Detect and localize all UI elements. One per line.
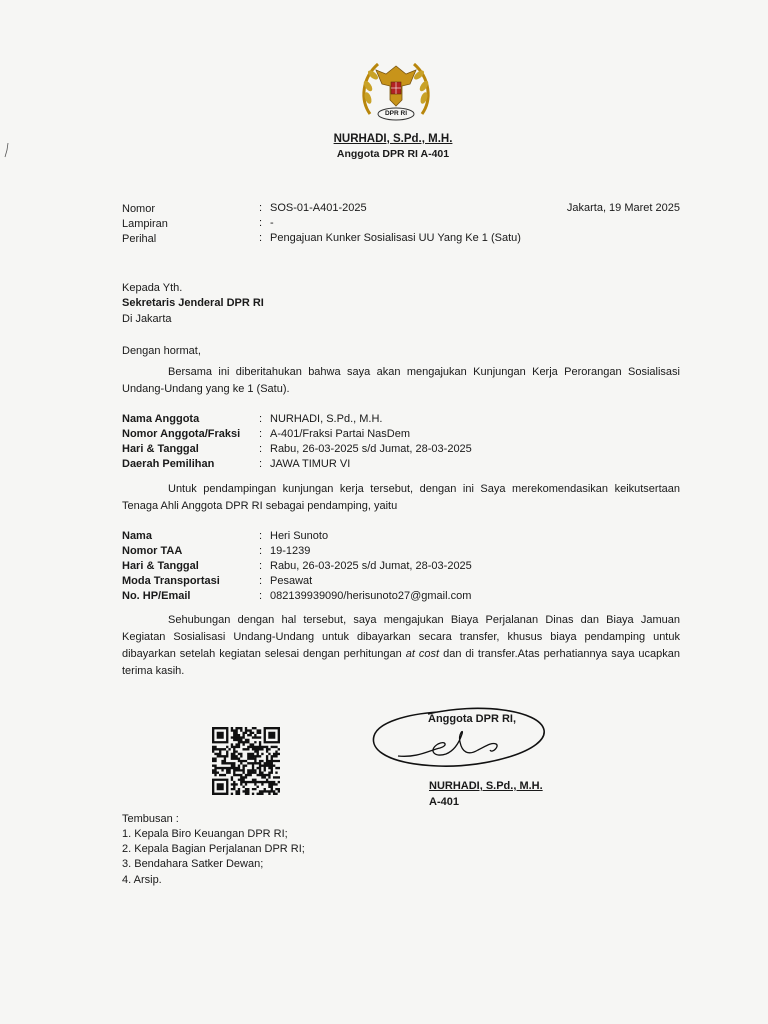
assistant-transport-label: Moda Transportasi [122, 575, 220, 587]
paragraph-1-text: Bersama ini diberitahukan bahwa saya akan mengajukan Kunjungan Kerja Perorangan Sosialisasi Undang-Undang yang ke 1 (Satu). [122, 366, 680, 395]
member-region-value: JAWA TIMUR VI [270, 458, 351, 470]
member-date-colon: : [259, 443, 263, 455]
assistant-contact-label: No. HP/Email [122, 590, 191, 602]
paragraph-1 [122, 364, 680, 398]
nomor-colon: : [259, 202, 263, 214]
assistant-date-colon: : [259, 560, 263, 572]
nomor-value: SOS-01-A401-2025 [270, 202, 367, 214]
assistant-taa-value: 19-1239 [270, 545, 311, 557]
member-region-colon: : [259, 458, 263, 470]
member-date-value: Rabu, 26-03-2025 s/d Jumat, 28-03-2025 [270, 443, 472, 455]
assistant-transport-value: Pesawat [270, 575, 313, 587]
assistant-contact-colon: : [259, 590, 263, 602]
signature-title: Anggota DPR RI, [428, 713, 516, 725]
member-name-label: Nama Anggota [122, 413, 200, 425]
nomor-label: Nomor [122, 203, 156, 215]
assistant-contact-value: 082139939090/herisunoto27@gmail.com [270, 590, 472, 602]
assistant-taa-label: Nomor TAA [122, 545, 183, 557]
member-name-value: NURHADI, S.Pd., M.H. [270, 413, 383, 425]
cc-title: Tembusan : [122, 813, 179, 825]
member-name-colon: : [259, 413, 263, 425]
assistant-name-colon: : [259, 530, 263, 542]
perihal-label: Perihal [122, 233, 157, 245]
paragraph-3 [122, 612, 680, 680]
assistant-name-label: Nama [122, 530, 152, 542]
cc-item: 2. Kepala Bagian Perjalanan DPR RI; [122, 843, 305, 855]
assistant-transport-colon: : [259, 575, 263, 587]
perihal-colon: : [259, 232, 263, 244]
paragraph-3-italic: at cost [405, 648, 440, 660]
assistant-taa-colon: : [259, 545, 263, 557]
assistant-name-value: Heri Sunoto [270, 530, 329, 542]
recipient-line1: Kepada Yth. [122, 282, 183, 294]
cc-item: 1. Kepala Biro Keuangan DPR RI; [122, 828, 288, 840]
place-date: Jakarta, 19 Maret 2025 [566, 202, 680, 214]
paragraph-3-text-a: Sehubungan dengan hal tersebut, saya mengajukan Biaya Perjalanan Dinas dan Biaya Jamuan Kegiatan Sosialisasi Undang-Undang untuk dibayarkan secara transfer, khusus biaya pendamping untuk dibayarkan setelah kegiatan selesai dengan perhitungan [122, 614, 680, 660]
perihal-value: Pengajuan Kunker Sosialisasi UU Yang Ke 1 (Satu) [270, 232, 521, 244]
member-date-label: Hari & Tanggal [122, 443, 199, 455]
lampiran-colon: : [259, 217, 263, 229]
lampiran-value: - [270, 217, 274, 229]
recipient-line2: Sekretaris Jenderal DPR RI [122, 297, 264, 309]
cc-item: 3. Bendahara Satker Dewan; [122, 858, 264, 870]
assistant-date-value: Rabu, 26-03-2025 s/d Jumat, 28-03-2025 [270, 560, 472, 572]
greeting: Dengan hormat, [122, 345, 201, 357]
assistant-date-label: Hari & Tanggal [122, 560, 199, 572]
qr-code [212, 727, 280, 795]
paragraph-2 [122, 481, 680, 515]
signature-name: NURHADI, S.Pd., M.H. [429, 780, 543, 792]
member-number-colon: : [259, 428, 263, 440]
lampiran-label: Lampiran [122, 218, 168, 230]
paragraph-3-text-b: dan di transfer.Atas perhatiannya saya ucapkan terima kasih. [122, 648, 681, 677]
member-region-label: Daerah Pemilihan [122, 458, 215, 470]
paragraph-2-text: Untuk pendampingan kunjungan kerja tersebut, dengan ini Saya merekomendasikan keikutsertaan Tenaga Ahli Anggota DPR RI sebagai pendamping, yaitu [122, 483, 680, 512]
letterhead-position: Anggota DPR RI A-401 [336, 148, 450, 160]
emblem-text: DPR RI [384, 110, 408, 117]
cc-item: 4. Arsip. [122, 874, 162, 886]
letterhead-name: NURHADI, S.Pd., M.H. [333, 133, 453, 145]
member-number-label: Nomor Anggota/Fraksi [122, 428, 241, 440]
recipient-line3: Di Jakarta [122, 313, 172, 325]
signature-code: A-401 [429, 796, 459, 808]
member-number-value: A-401/Fraksi Partai NasDem [270, 428, 410, 440]
